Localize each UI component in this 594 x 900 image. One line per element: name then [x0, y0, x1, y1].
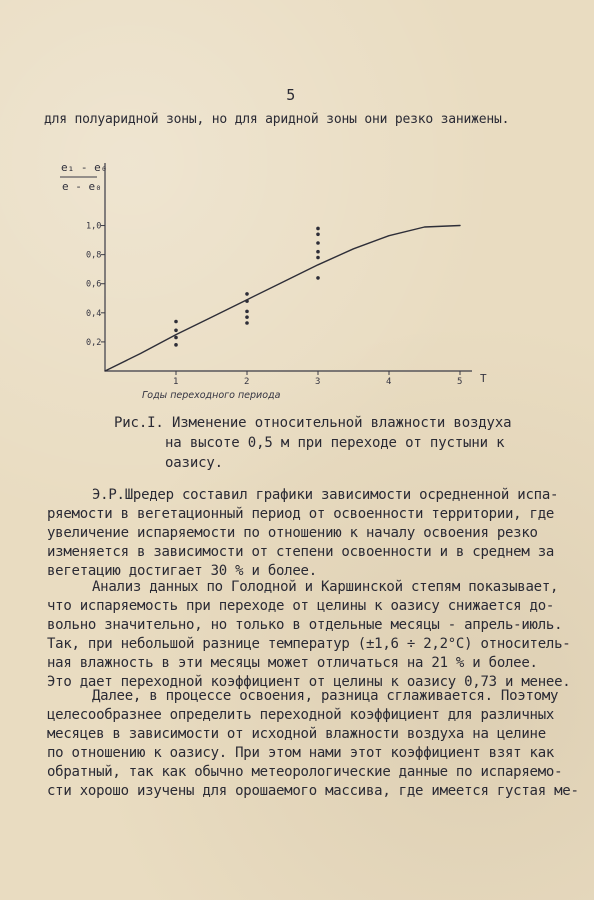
data-point — [316, 256, 320, 260]
data-point — [174, 320, 178, 324]
paragraph-3-line-3: месяцев в зависимости от исходной влажности воздуха на целине — [47, 726, 546, 742]
data-point — [316, 241, 320, 245]
paragraph-2-line-3: вольно значительно, но только в отдельные месяцы - апрель-июль. — [47, 617, 563, 633]
chart-root — [60, 161, 487, 401]
x-tick-label: 3 — [315, 377, 321, 387]
caption-line-3: оазису. — [165, 455, 223, 471]
paragraph-2-line-5: ная влажность в эти месяцы может отличаться на 21 % и более. — [47, 655, 538, 671]
page-number: 5 — [286, 86, 296, 104]
paragraph-3-line-2: целесообразнее определить переходной коэффициент для различных — [47, 707, 555, 723]
x-axis-title: Годы переходного периода — [142, 390, 281, 401]
y-axis-label-top: e₁ - e₀ — [61, 161, 108, 174]
y-tick-label: 0,2 — [86, 337, 102, 348]
chart-svg — [50, 145, 520, 417]
paragraph-1-line-2: ряемости в вегетационный период от освоенности территории, где — [47, 506, 555, 522]
data-point — [316, 232, 320, 236]
paragraph-1-line-1: Э.Р.Шредер составил графики зависимости осредненной испа- — [92, 487, 559, 503]
paragraph-1 — [47, 486, 567, 581]
data-point — [245, 299, 249, 303]
paragraph-2 — [47, 578, 571, 692]
caption-line-2: на высоте 0,5 м при переходе от пустыни к — [165, 435, 505, 451]
intro-line: для полуаридной зоны, но для аридной зоны они резко занижены. — [44, 112, 510, 127]
x-tick-label: 4 — [386, 377, 392, 387]
data-point — [245, 310, 249, 314]
x-axis-end-label: T — [480, 372, 487, 385]
paragraph-2-line-6: Это дает переходной коэффициент от целины к оазису 0,73 и менее. — [47, 674, 571, 690]
caption-line-1: Рис.I. Изменение относительной влажности воздуха — [114, 415, 512, 431]
y-axis-label-bottom: e - e₀ — [62, 180, 102, 193]
paragraph-2-line-2: что испаряемость при переходе от целины к оазису снижается до- — [47, 598, 555, 614]
trend-line — [105, 226, 460, 372]
data-point — [316, 227, 320, 231]
paragraph-2-line-1: Анализ данных по Голодной и Каршинской степям показывает, — [92, 579, 559, 595]
paragraph-2-line-4: Так, при небольшой разнице температур (±1,6 ÷ 2,2°С) относитель- — [47, 636, 571, 652]
paragraph-3-line-5: обратный, так как обычно метеорологические данные по испаряемо- — [47, 764, 563, 780]
data-point — [245, 321, 249, 325]
paragraph-1-line-3: увеличение испаряемости по отношению к началу освоения резко — [47, 525, 538, 541]
data-point — [174, 336, 178, 340]
y-tick-label: 0,4 — [86, 308, 102, 319]
data-point — [245, 315, 249, 319]
data-point — [316, 250, 320, 254]
x-tick-label: 5 — [457, 377, 463, 387]
paragraph-1-line-4: изменяется в зависимости от степени освоенности и в среднем за — [47, 544, 555, 560]
data-point — [174, 343, 178, 347]
data-point — [174, 328, 178, 332]
y-tick-label: 1,0 — [86, 221, 102, 232]
figure-chart — [50, 145, 520, 417]
paragraph-3-line-4: по отношению к оазису. При этом нами этот коэффициент взят как — [47, 745, 555, 761]
paragraph-3 — [47, 687, 579, 801]
paragraph-3-line-1: Далее, в процессе освоения, разница сглаживается. Поэтому — [92, 688, 559, 704]
y-tick-label: 0,6 — [86, 279, 102, 290]
x-tick-label: 1 — [173, 377, 179, 387]
y-tick-label: 0,8 — [86, 250, 102, 261]
figure-caption — [114, 413, 512, 473]
data-point — [316, 276, 320, 280]
paragraph-3-line-6: сти хорошо изучены для орошаемого массива, где имеется густая ме- — [47, 783, 579, 799]
x-tick-label: 2 — [244, 377, 250, 387]
paragraph-1-line-5: вегетацию достигает 30 % и более. — [47, 563, 317, 579]
data-point — [245, 292, 249, 296]
